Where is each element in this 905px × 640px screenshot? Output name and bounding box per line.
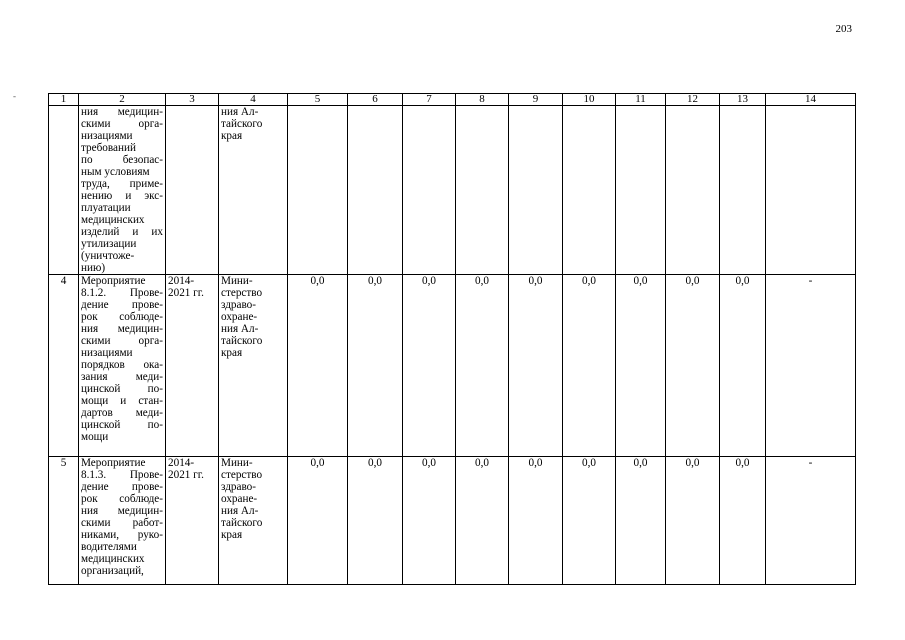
measure-line: цинской по- — [81, 383, 163, 395]
column-number: 2 — [79, 94, 166, 106]
value-cell: 0,0 — [720, 457, 766, 585]
measure-description — [79, 457, 166, 585]
period-cell — [166, 106, 219, 275]
executor-line: здраво- — [221, 481, 256, 493]
value-cell: 0,0 — [403, 457, 456, 585]
measure-line: Мероприятие — [81, 275, 146, 287]
column-number: 11 — [616, 94, 666, 106]
column-number: 6 — [348, 94, 403, 106]
measure-line: скими орга- — [81, 118, 163, 130]
column-number: 9 — [509, 94, 563, 106]
measure-line: скими работ- — [81, 517, 163, 529]
measure-line: дение прове- — [81, 481, 163, 493]
measure-line: мощи — [81, 431, 109, 443]
column-number: 7 — [403, 94, 456, 106]
measure-line: 8.1.3. Прове- — [81, 469, 163, 481]
value-cell: 0,0 — [720, 275, 766, 457]
measure-description — [79, 275, 166, 457]
value-cell: 0,0 — [563, 275, 616, 457]
result-cell — [766, 106, 856, 275]
measure-line: требований — [81, 142, 136, 154]
measure-line: нию) — [81, 262, 106, 274]
value-cell: 0,0 — [616, 275, 666, 457]
measure-line: плуатации — [81, 202, 131, 214]
measure-line: ным условиям — [81, 166, 150, 178]
period-line: 2014- — [168, 457, 195, 469]
value-cell — [348, 106, 403, 275]
page-number: 203 — [835, 23, 852, 35]
measure-line: порядков ока- — [81, 359, 163, 371]
measure-line: рок соблюде- — [81, 493, 163, 505]
measure-line: ния медицин- — [81, 323, 163, 335]
measure-line: 8.1.2. Прове- — [81, 287, 163, 299]
measure-line: никами, руко- — [81, 529, 163, 541]
executor-line: ния Ал- — [221, 106, 259, 118]
table-row — [49, 106, 856, 275]
measure-description — [79, 106, 166, 275]
value-cell — [403, 106, 456, 275]
measure-line: организаций, — [81, 565, 144, 577]
column-number-row — [49, 94, 856, 106]
value-cell: 0,0 — [616, 457, 666, 585]
executor-line: охране- — [221, 311, 258, 323]
executor-cell — [219, 457, 288, 585]
measure-line: дартов меди- — [81, 407, 163, 419]
value-cell: 0,0 — [288, 457, 348, 585]
value-cell — [456, 106, 509, 275]
column-number: 5 — [288, 94, 348, 106]
value-cell: 0,0 — [456, 275, 509, 457]
column-number: 3 — [166, 94, 219, 106]
table-row — [49, 275, 856, 457]
executor-line: тайского — [221, 517, 263, 529]
executor-line: края — [221, 130, 243, 142]
measure-line: труда, приме- — [81, 178, 163, 190]
measure-line: зания меди- — [81, 371, 163, 383]
value-cell: 0,0 — [563, 457, 616, 585]
value-cell — [563, 106, 616, 275]
measure-line: медицинских — [81, 553, 145, 565]
measure-line: мощи и стан- — [81, 395, 163, 407]
measure-line: дение прове- — [81, 299, 163, 311]
value-cell: 0,0 — [348, 275, 403, 457]
table-row — [49, 457, 856, 585]
measure-line: водителями — [81, 541, 137, 553]
row-number: 4 — [49, 275, 79, 457]
period-cell — [166, 275, 219, 457]
period-line: 2021 гг. — [168, 469, 204, 481]
executor-cell — [219, 275, 288, 457]
measure-line: низациями — [81, 347, 133, 359]
measure-line: ния медицин- — [81, 106, 163, 118]
executor-line: стерство — [221, 469, 263, 481]
executor-line: тайского — [221, 118, 263, 130]
measure-line: медицинских — [81, 214, 145, 226]
value-cell — [720, 106, 766, 275]
measure-line: низациями — [81, 130, 133, 142]
value-cell: 0,0 — [288, 275, 348, 457]
value-cell: 0,0 — [509, 457, 563, 585]
measure-line: утилизации — [81, 238, 137, 250]
measure-line: Мероприятие — [81, 457, 146, 469]
executor-line: стерство — [221, 287, 263, 299]
executor-line: охране- — [221, 493, 258, 505]
column-number: 4 — [219, 94, 288, 106]
column-number: 13 — [720, 94, 766, 106]
value-cell — [509, 106, 563, 275]
row-number: 5 — [49, 457, 79, 585]
measure-line: рок соблюде- — [81, 311, 163, 323]
period-line: 2014- — [168, 275, 195, 287]
column-number: 1 — [49, 94, 79, 106]
measure-line: (уничтоже- — [81, 250, 135, 262]
executor-line: ния Ал- — [221, 505, 259, 517]
value-cell — [288, 106, 348, 275]
result-cell: - — [766, 275, 856, 457]
value-cell: 0,0 — [456, 457, 509, 585]
value-cell: 0,0 — [666, 275, 720, 457]
executor-line: ния Ал- — [221, 323, 259, 335]
period-cell — [166, 457, 219, 585]
measure-line: изделий и их — [81, 226, 163, 238]
value-cell — [666, 106, 720, 275]
value-cell — [616, 106, 666, 275]
value-cell: 0,0 — [509, 275, 563, 457]
result-cell: - — [766, 457, 856, 585]
measure-line: нению и экс- — [81, 190, 163, 202]
column-number: 10 — [563, 94, 616, 106]
measure-line: цинской по- — [81, 419, 163, 431]
executor-line: края — [221, 347, 243, 359]
row-number — [49, 106, 79, 275]
executor-line: здраво- — [221, 299, 256, 311]
executor-line: Мини- — [221, 457, 253, 469]
margin-mark: - — [13, 91, 16, 101]
column-number: 12 — [666, 94, 720, 106]
period-line: 2021 гг. — [168, 287, 204, 299]
value-cell: 0,0 — [666, 457, 720, 585]
column-number: 14 — [766, 94, 856, 106]
column-number: 8 — [456, 94, 509, 106]
executor-line: края — [221, 529, 243, 541]
measure-line: ния медицин- — [81, 505, 163, 517]
measure-line: по безопас- — [81, 154, 163, 166]
executor-line: тайского — [221, 335, 263, 347]
value-cell: 0,0 — [403, 275, 456, 457]
measures-table — [48, 93, 856, 585]
value-cell: 0,0 — [348, 457, 403, 585]
executor-cell — [219, 106, 288, 275]
executor-line: Мини- — [221, 275, 253, 287]
measure-line: скими орга- — [81, 335, 163, 347]
